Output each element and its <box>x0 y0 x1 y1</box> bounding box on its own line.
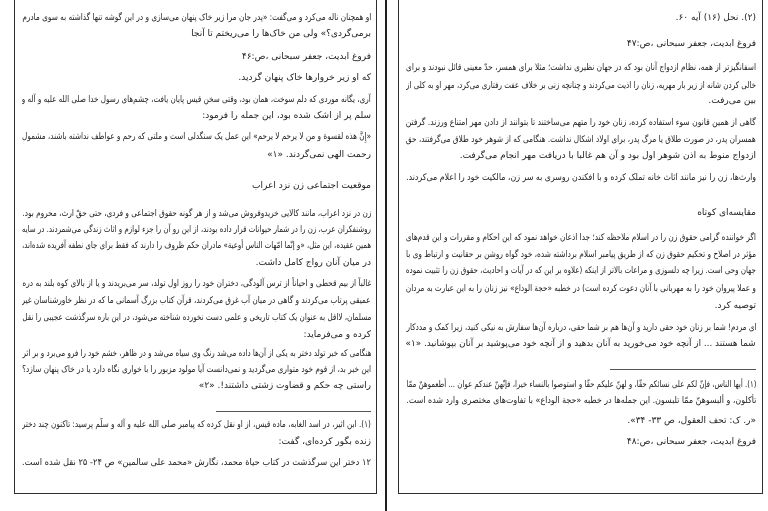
paragraph-line-text: هنگامی که خبر تولد دختر به یکی از آن‌ها داده می‌شد رنگ وی سیاه می‌شد و در ظاهر، خشم خود را فرو می‌برد و بر اثر <box>22 349 371 359</box>
paragraph-line-text: رحمت الهی نمی‌گردند. «۱» <box>267 150 371 160</box>
footnote-separator <box>610 369 756 370</box>
paragraph-line-text: او همچنان ناله می‌کرد و می‌گفت: «پدر جان مرا زیر خاک پنهان می‌سازی و در این گوشه تنها گذاشته به سوی مادرم <box>22 13 371 23</box>
paragraph-line-text: زن در نزد اعراب، مانند کالایی خریدوفروش می‌شد و از هر گونه حقوق اجتماعی و فردی، حتی حقّ ارث، محروم بود. <box>22 209 371 219</box>
paragraph-line-text: سلم پر از اشک شده بود، این جمله را فرمود: <box>202 111 371 121</box>
paragraph-line-text: آری، یگانه موردی که دلم سوخت، همان بود، وقتی سخن قیس پایان یافت، چشم‌های رسول خدا صلی الله علیه و آله و <box>22 95 371 105</box>
paragraph-line <box>22 379 371 393</box>
section-heading <box>22 179 371 193</box>
paragraph-line <box>22 148 371 162</box>
paragraph-line <box>406 116 756 130</box>
footnote-line-text: (۱). أیها الناس، فإنّ لکم علی نسائکم حقّا، و لهنّ علیکم حقّا و استوصوا بالنساء خیرا، فإنّهنّ عندکم عوان ... أطعموهنّ ممّا <box>406 380 756 390</box>
paragraph-line-text: ای مردم! شما بر زنان خود حقی دارید و آن‌ها هم بر شما حقی، درباره آن‌ها سفارش به نیکی کنید، زیرا کمک و مددکار <box>406 323 756 333</box>
paragraph-line <box>22 363 371 377</box>
section-heading <box>406 206 756 220</box>
paragraph-line <box>406 149 756 163</box>
paragraph-line-text: عمیقی پرتاب می‌کردند و گاهی در میان آب غرق می‌کردند، قرآن کتاب بزرگ آسمانی ما که در نظر خاورشناسان غیر <box>22 296 371 306</box>
footnote-line-text: (۲). نحل (۱۶) آیه ۶۰. <box>675 13 756 23</box>
right-page <box>398 0 763 494</box>
paragraph-line-text: کرده و می‌فرماید: <box>303 330 371 340</box>
paragraph-line <box>22 256 371 270</box>
paragraph-line-text: این خبر بد، از قوم خود متواری می‌گردید و نمی‌دانست آیا مولود مزبور را با خواری نگاه دارد یا در خاک پنهان سازد؟ <box>22 365 371 375</box>
paragraph-line-text: در میان آنان رواج کامل داشت. <box>255 258 371 268</box>
paragraph-line <box>406 79 756 93</box>
footnote-line-text: ۱۲ دختر این سرگذشت در کتاب حیاة محمد، نگارش «محمد علی سالمین» ص ۲۴- ۲۵ نقل شده است. <box>22 458 371 468</box>
footnote-line <box>406 378 756 392</box>
paragraph-line-text: وارث‌ها، زن را نیز مانند اثاث خانه تملک کرده و با افکندن روسری به سر زن، مالکیت خود را اعلام می‌کردند. <box>406 173 756 183</box>
footnote-line-text: (۱). ابن اثیر، در اسد الغابه، ماده قیس، از او نقل کرده که پیامبر صلی الله علیه و آله و سلّم پرسید: تاکنون چند دختر <box>22 420 371 430</box>
paragraph-line <box>22 207 371 221</box>
paragraph-line-text: ازدواج منوط به اذن شوهر اول بود و آن هم غالبا با دریافت مهر انجام می‌گرفت. <box>459 151 756 161</box>
paragraph-line <box>406 171 756 185</box>
paragraph-line-text: «إِنَّ هذه لقسوة و من لا یرحم لا یرحم» این عمل یک سنگدلی است و ملتی که رحم و عواطف نداشته باشند، مشمول <box>22 132 371 142</box>
paragraph-line-text: و عملا پیروان خود را به مهربانی با آنان دعوت کرده است) در خطبه «حجة الوداع» نیز زنان را به این عبارت به مردان <box>406 284 756 294</box>
paragraph-line-text: همسران پدر، در صورت طلاق یا مرگ پدر، برای اولاد اشکال نداشت. هنگامی که از شوهر خود طلاق می‌گرفتند، حق <box>406 135 756 145</box>
page-source-note-text: فروغ ابدیت، جعفر سبحانی ،ص:۴۶ <box>241 52 371 62</box>
footnote-line-text: «ر. ک: تحف العقول، ص ۳۳- ۳۴». <box>627 416 756 426</box>
paragraph-line <box>22 109 371 123</box>
paragraph-line-text: برمی‌گردی؟» ولی من خاک‌ها را می‌ریختم تا آنجا <box>191 29 371 39</box>
footnote-line <box>406 414 756 428</box>
page-source-note <box>406 435 756 449</box>
section-heading-text: موقعیت اجتماعی زن نزد اعراب <box>252 181 371 191</box>
paragraph-line <box>22 311 371 325</box>
section-heading-text: مقایسه‌ای کوتاه <box>697 208 756 218</box>
footnote-line <box>22 435 371 449</box>
paragraph-line <box>22 328 371 342</box>
spine-divider <box>385 0 387 511</box>
footnote-line <box>22 456 371 470</box>
paragraph-line-text: بین می‌رفت. <box>708 96 756 106</box>
paragraph-line <box>406 282 756 296</box>
paragraph-line-text: غالباً از بیم قحطی و احیاناً از ترس آلودگی، دختران خود را روز اول تولد، سر می‌بریدند و یا از بالای کوه بلند به دره <box>22 279 371 289</box>
paragraph-line <box>22 347 371 361</box>
paragraph-line <box>406 264 756 278</box>
page-source-note <box>22 50 371 64</box>
paragraph-line-text: همین عقیده، این مثل، «و إنّما امّهات الناس أوعية» مادران حکم ظروف را دارند که فقط برای جای نطفه آفریده شده‌اند، <box>22 241 371 251</box>
page-source-note <box>406 37 756 51</box>
page-source-note-text: فروغ ابدیت، جعفر سبحانی ،ص:۴۸ <box>626 437 756 447</box>
paragraph-line <box>22 277 371 291</box>
paragraph-line <box>22 11 371 25</box>
footnote-line <box>406 11 756 25</box>
paragraph-line <box>406 248 756 262</box>
footnote-line-text: تأکلون، و ألبسوهنّ ممّا تلبسون. این جمله‌ها در خطبه «حجة الوداع» با تفاوت‌های مختصری وارد شده است. <box>406 396 756 406</box>
paragraph-line <box>22 27 371 41</box>
paragraph-line-text: مسلمان، لااقل به عنوان یک کتاب تاریخی و علمی دست نخورده شناخته می‌شود، در این باره سرگذشت عجیبی را نقل <box>22 313 371 323</box>
left-page <box>14 0 377 494</box>
footnote-line <box>22 418 371 432</box>
paragraph-line-text: اگر خواننده گرامی حقوق زن را در اسلام ملاحظه کند؛ جدا اذعان خواهد نمود که این احکام و مقررات و این قدم‌های <box>406 233 756 243</box>
paragraph-line-text: جهان وحی است. زیرا چه دلسوزی و مراعات بالاتر از اینکه (علاوه بر این که در آیات و احادیث، حقوق زن را تثبیت نموده <box>406 266 756 276</box>
paragraph-line <box>406 231 756 245</box>
paragraph-line-text: مؤثر در اصلاح و تحکیم حقوق زن که از طریق پیامبر اسلام برداشته شده، خود گواه روشن بر حقانیت و ارتباط وی با <box>406 250 756 260</box>
paragraph-line-text: گاهی از همین قانون سوء استفاده کرده، زنان خود را متهم می‌ساختند تا بتوانند از دادن مهر امتناع ورزند. گرفتن <box>406 118 756 128</box>
paragraph-line-text: راستی چه حکم و قضاوت زشتی داشتند!. «۲» <box>198 381 371 391</box>
footnote-separator <box>216 411 371 412</box>
paragraph-line-text: اسفانگیزتر از همه، نظام ازدواج آنان بود که در جهان نظیری نداشت؛ مثلا برای همسر، حدّ معینی قائل نبودند و برای <box>406 63 756 73</box>
paragraph-line <box>406 133 756 147</box>
paragraph-line <box>406 321 756 335</box>
paragraph-line <box>406 299 756 313</box>
footnote-line-text: زنده بگور کرده‌ای، گفت: <box>278 437 371 447</box>
paragraph-line <box>406 337 756 351</box>
paragraph-line <box>22 130 371 144</box>
paragraph-line <box>22 239 371 253</box>
paragraph-line-text: خالی کردن شانه از زیر بار مهریه، زنان را اذیت می‌کردند و چنانچه زنی بر خلاف عفت رفتاری می‌کرد، مهر او به کلی از <box>406 81 756 91</box>
paragraph-line <box>22 71 371 85</box>
paragraph-line <box>22 294 371 308</box>
paragraph-line <box>406 94 756 108</box>
paragraph-line <box>22 93 371 107</box>
paragraph-line <box>406 61 756 75</box>
paragraph-line-text: که او زیر خروارها خاک پنهان گردید. <box>238 73 371 83</box>
footnote-line <box>406 394 756 408</box>
paragraph-line-text: توصیه کرد. <box>714 301 756 311</box>
page-source-note-text: فروغ ابدیت، جعفر سبحانی ،ص:۴۷ <box>626 39 756 49</box>
paragraph-line-text: روشنفکران عرب، زن را در شمار حیوانات قرار داده بودند، از این رو آن را جزء لوازم و اثاث زندگی می‌شمردند. در سایه <box>22 225 371 235</box>
paragraph-line-text: شما هستند ... از آنچه خود می‌خورید به آنان بدهید و از آنچه خود می‌پوشید بر آنان بپوشانید. «۱» <box>406 339 756 349</box>
paragraph-line <box>22 223 371 237</box>
